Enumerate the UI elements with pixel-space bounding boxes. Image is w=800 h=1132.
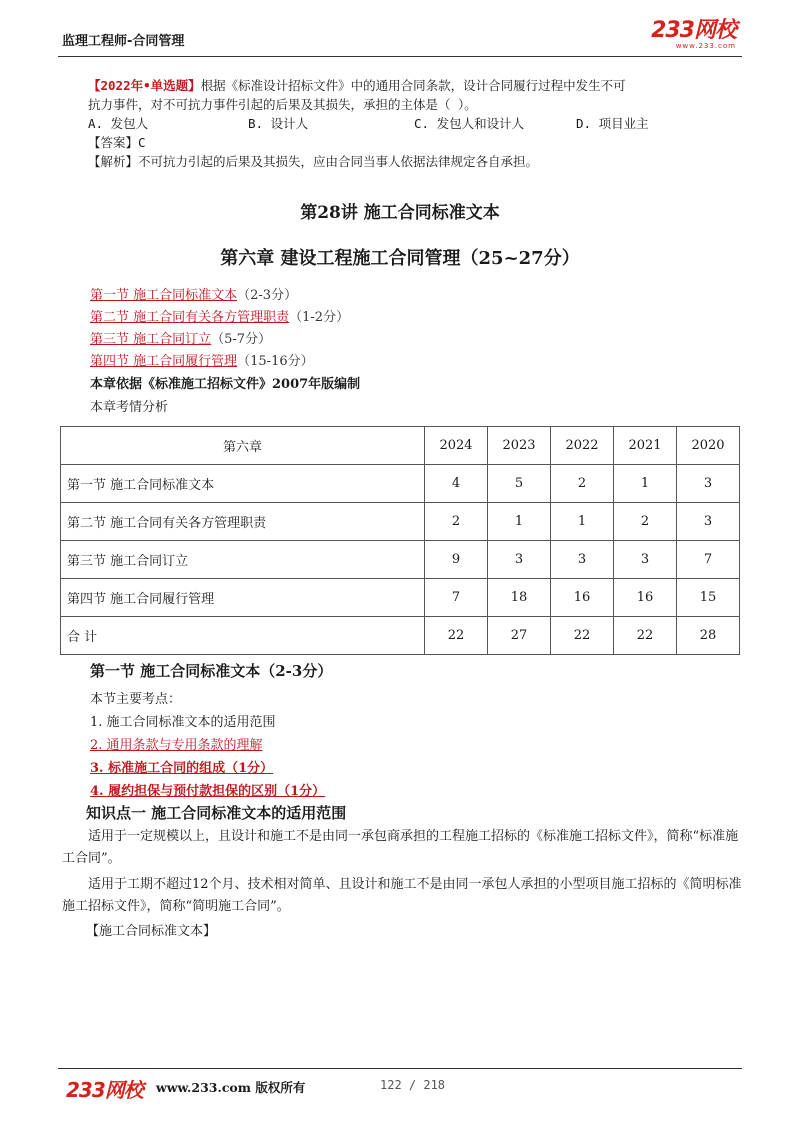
section-link-3-note: （5-7分） [211, 332, 272, 347]
key-point-2[interactable]: 2. 通用条款与专用条款的理解 [90, 738, 263, 753]
section-link-1-note: （2-3分） [237, 288, 298, 303]
option-c: C. 发包人和设计人 [414, 116, 525, 131]
logo-url: www.233.com [675, 42, 736, 50]
lecture-title: 第28讲 施工合同标准文本 [300, 203, 500, 223]
table-row [61, 465, 740, 503]
table-header-cell: 2020 [677, 427, 740, 465]
table-cell: 18 [488, 579, 551, 617]
table-cell: 5 [488, 465, 551, 503]
knowledge-title: 知识点一 施工合同标准文本的适用范围 [86, 804, 347, 822]
section-link-4-label[interactable]: 第四节 施工合同履行管理 [90, 354, 238, 369]
table-cell: 3 [677, 503, 740, 541]
section-1-title: 第一节 施工合同标准文本（2-3分） [90, 662, 333, 680]
table-total-row [61, 617, 740, 655]
table-header-cell: 2024 [425, 427, 488, 465]
key-point-4[interactable]: 4. 履约担保与预付款担保的区别（1分） [90, 784, 326, 799]
table-cell: 16 [551, 579, 614, 617]
table-cell: 22 [425, 617, 488, 655]
answer: 【答案】C [88, 135, 146, 150]
section-link-4[interactable] [90, 350, 314, 369]
section-link-3[interactable] [90, 328, 271, 347]
header-divider [58, 56, 742, 57]
key-point-3[interactable]: 3. 标准施工合同的组成（1分） [90, 761, 274, 776]
key-point-1: 1. 施工合同标准文本的适用范围 [90, 715, 276, 730]
table-cell: 1 [551, 503, 614, 541]
table-cell: 3 [677, 465, 740, 503]
table-row [61, 541, 740, 579]
table-cell: 9 [425, 541, 488, 579]
chapter-basis: 本章依据《标准施工招标文件》2007年版编制 [90, 377, 361, 392]
table-cell: 2 [614, 503, 677, 541]
table-cell: 第一节 施工合同标准文本 [61, 465, 425, 503]
section-link-2[interactable] [90, 306, 349, 325]
question-text: 根据《标准设计招标文件》中的通用合同条款，设计合同履行过程中发生不可 [200, 78, 626, 93]
table-cell: 2 [551, 465, 614, 503]
table-cell: 7 [677, 541, 740, 579]
table-cell: 1 [488, 503, 551, 541]
bracket-label: 【施工合同标准文本】 [86, 924, 217, 939]
table-header-cell: 2021 [614, 427, 677, 465]
table-cell: 28 [677, 617, 740, 655]
section-link-2-label[interactable]: 第二节 施工合同有关各方管理职责 [90, 310, 290, 325]
table-cell: 3 [614, 541, 677, 579]
chapter-title: 第六章 建设工程施工合同管理（25~27分） [220, 248, 580, 269]
section-link-1-label[interactable]: 第一节 施工合同标准文本 [90, 288, 238, 303]
paragraph-1 [62, 826, 742, 870]
option-a: A. 发包人 [88, 116, 149, 131]
analysis: 【解析】不可抗力引起的后果及其损失，应由合同当事人依据法律规定各自承担。 [88, 154, 539, 169]
table-cell: 16 [614, 579, 677, 617]
table-row [61, 579, 740, 617]
table-cell: 3 [488, 541, 551, 579]
option-b: B. 设计人 [248, 116, 309, 131]
table-cell: 22 [614, 617, 677, 655]
logo-text: 233网校 [651, 18, 736, 43]
paragraph-2 [62, 874, 742, 918]
analysis-title: 本章考情分析 [90, 400, 169, 415]
footer-divider [58, 1068, 742, 1069]
question-tag: 【2022年•单选题】 [88, 78, 201, 93]
section-link-2-note: （1-2分） [289, 310, 350, 325]
question-line-1 [88, 76, 728, 95]
table-cell: 第二节 施工合同有关各方管理职责 [61, 503, 425, 541]
paragraph-1-text: 适用于一定规模以上，且设计和施工不是由同一承包商承担的工程施工招标的《标准施工招标文件》，简称“标准施工合同”。 [62, 829, 739, 866]
table-cell: 第三节 施工合同订立 [61, 541, 425, 579]
table-header-cell: 2023 [488, 427, 551, 465]
table-cell: 3 [551, 541, 614, 579]
page-number: 122 / 218 [380, 1078, 446, 1092]
table-cell: 27 [488, 617, 551, 655]
table-header-row [61, 427, 740, 465]
table-cell: 1 [614, 465, 677, 503]
footer-copyright: www.233.com 版权所有 [156, 1080, 306, 1095]
table-cell: 2 [425, 503, 488, 541]
section-link-3-label[interactable]: 第三节 施工合同订立 [90, 332, 212, 347]
exam-stats-table [60, 426, 740, 655]
header-title: 监理工程师-合同管理 [62, 34, 185, 49]
question-line-2: 抗力事件，对不可抗力事件引起的后果及其损失，承担的主体是（ ）。 [88, 97, 477, 112]
section-link-4-note: （15-16分） [237, 354, 314, 369]
table-cell: 4 [425, 465, 488, 503]
table-header-cell: 第六章 [61, 427, 425, 465]
key-points-title: 本节主要考点： [90, 692, 182, 707]
option-d: D. 项目业主 [576, 116, 649, 131]
paragraph-2-text: 适用于工期不超过12个月、技术相对简单、且设计和施工不是由同一承包人承担的小型项目施工招标的《简明标准施工招标文件》，简称“简明施工合同”。 [62, 877, 742, 914]
brand-logo[interactable] [651, 20, 736, 50]
table-header-cell: 2022 [551, 427, 614, 465]
table-cell: 合 计 [61, 617, 425, 655]
table-cell: 第四节 施工合同履行管理 [61, 579, 425, 617]
table-row [61, 503, 740, 541]
section-link-1[interactable] [90, 284, 297, 303]
table-cell: 15 [677, 579, 740, 617]
footer-logo[interactable]: 233网校 [66, 1078, 143, 1102]
table-cell: 7 [425, 579, 488, 617]
table-cell: 22 [551, 617, 614, 655]
